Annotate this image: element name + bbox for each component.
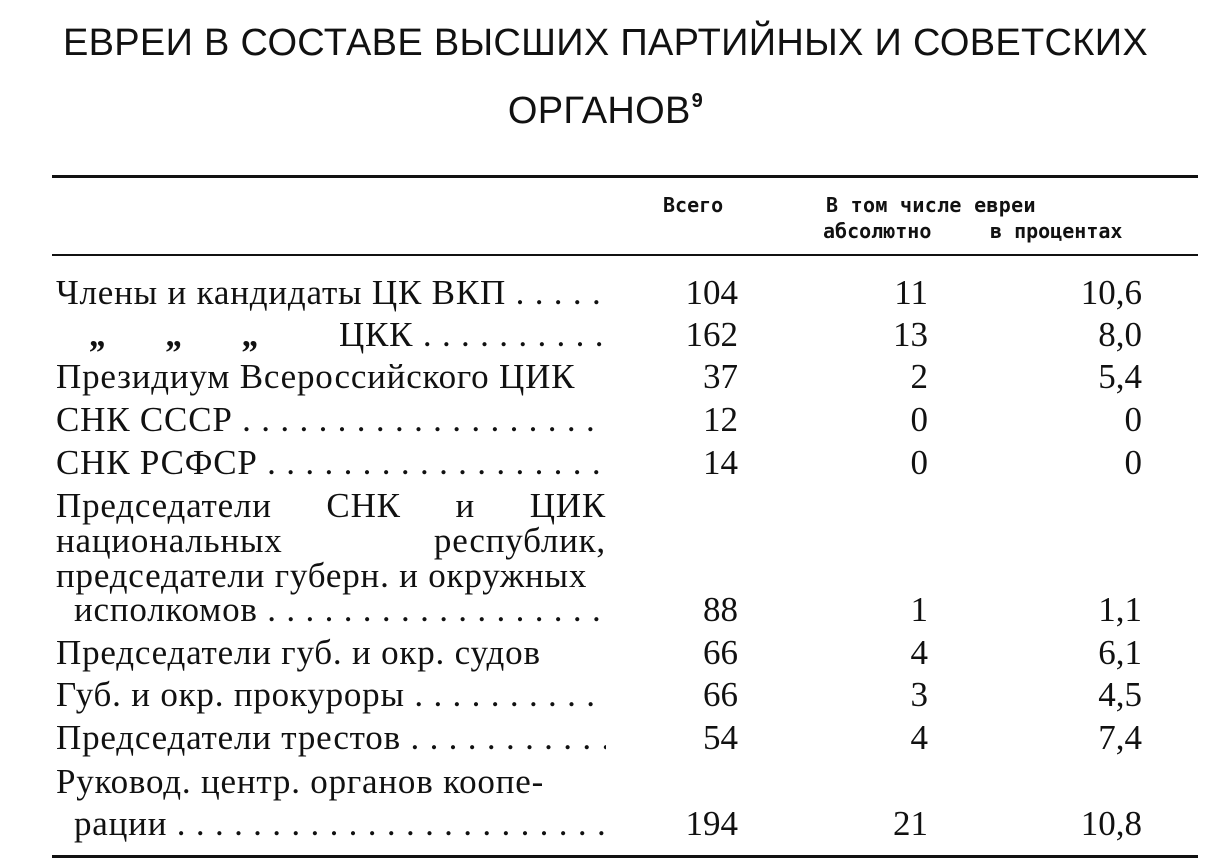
cell-percent: 5,4 [1098, 357, 1142, 396]
row-label-prosecutors: Губ. и окр. прокуроры . . . [56, 675, 606, 715]
cell-total: 66 [703, 675, 738, 714]
row-label-cooperation-heads: Руковод. центр. органов коопе- [56, 762, 545, 801]
row-label-ckk [90, 315, 606, 355]
cell-percent: 10,6 [1080, 273, 1142, 312]
table-top-rule [52, 175, 1198, 178]
cell-absolute: 11 [894, 273, 928, 312]
row-label-presidium: Президиум Всероссийского ЦИК [56, 357, 576, 396]
column-header-group: В том числе евреи [826, 193, 1036, 217]
cell-absolute: 0 [910, 400, 928, 439]
cell-percent: 0 [1124, 443, 1142, 482]
cell-total: 37 [703, 357, 738, 396]
cell-absolute: 3 [910, 675, 928, 714]
cell-total: 66 [703, 633, 738, 672]
row-label-cc-members: Члены и кандидаты ЦК ВКП . . . [56, 273, 606, 313]
ditto-mark: „ [90, 315, 109, 354]
row-label-continued: исполкомов . . . [74, 590, 606, 630]
table-title-line2: ОРГАНОВ [507, 90, 691, 132]
cell-absolute: 13 [893, 315, 928, 354]
cell-percent: 1,1 [1098, 590, 1142, 629]
row-label-snk-ussr: СНК СССР . . . [56, 400, 606, 440]
cell-total: 88 [703, 590, 738, 629]
cell-percent: 4,5 [1098, 675, 1142, 714]
table-bottom-rule [52, 855, 1198, 858]
cell-total: 104 [685, 273, 738, 312]
cell-percent: 7,4 [1098, 718, 1142, 757]
cell-percent: 8,0 [1098, 315, 1142, 354]
row-label-republic-chairs: Председатели СНК и ЦИК национальных республик, председатели губерн. и окружных [56, 486, 606, 595]
cell-absolute: 1 [910, 590, 928, 629]
table-title-continued [0, 90, 1211, 133]
row-label-text: ЦКК [338, 315, 414, 354]
cell-percent: 6,1 [1098, 633, 1142, 672]
table-title: ЕВРЕИ В СОСТАВЕ ВЫСШИХ ПАРТИЙНЫХ И СОВЕТСКИХ [62, 22, 1148, 64]
row-label-trust-chairs: Председатели трестов . . . [56, 718, 606, 758]
cell-absolute: 2 [910, 357, 928, 396]
cell-total: 14 [703, 443, 738, 482]
cell-absolute: 4 [910, 633, 928, 672]
cell-absolute: 21 [893, 804, 928, 843]
footnote-reference: 9 [691, 90, 704, 112]
column-header-absolute: абсолютно [823, 219, 932, 243]
cell-percent: 0 [1124, 400, 1142, 439]
cell-total: 54 [703, 718, 738, 757]
row-label-snk-rsfsr: СНК РСФСР . . . [56, 443, 606, 483]
cell-percent: 10,8 [1080, 804, 1142, 843]
header-rule [52, 254, 1198, 256]
cell-absolute: 0 [910, 443, 928, 482]
ditto-mark: „ [242, 315, 261, 354]
ditto-mark: „ [166, 315, 185, 354]
row-label-court-chairs: Председатели губ. и окр. судов [56, 633, 541, 672]
cell-total: 12 [703, 400, 738, 439]
cell-absolute: 4 [910, 718, 928, 757]
cell-total: 162 [685, 315, 738, 354]
row-label-continued: рации . . . [74, 804, 606, 844]
cell-total: 194 [685, 804, 738, 843]
column-header-total: Всего [663, 193, 724, 217]
column-header-percent: в процентах [990, 219, 1123, 243]
